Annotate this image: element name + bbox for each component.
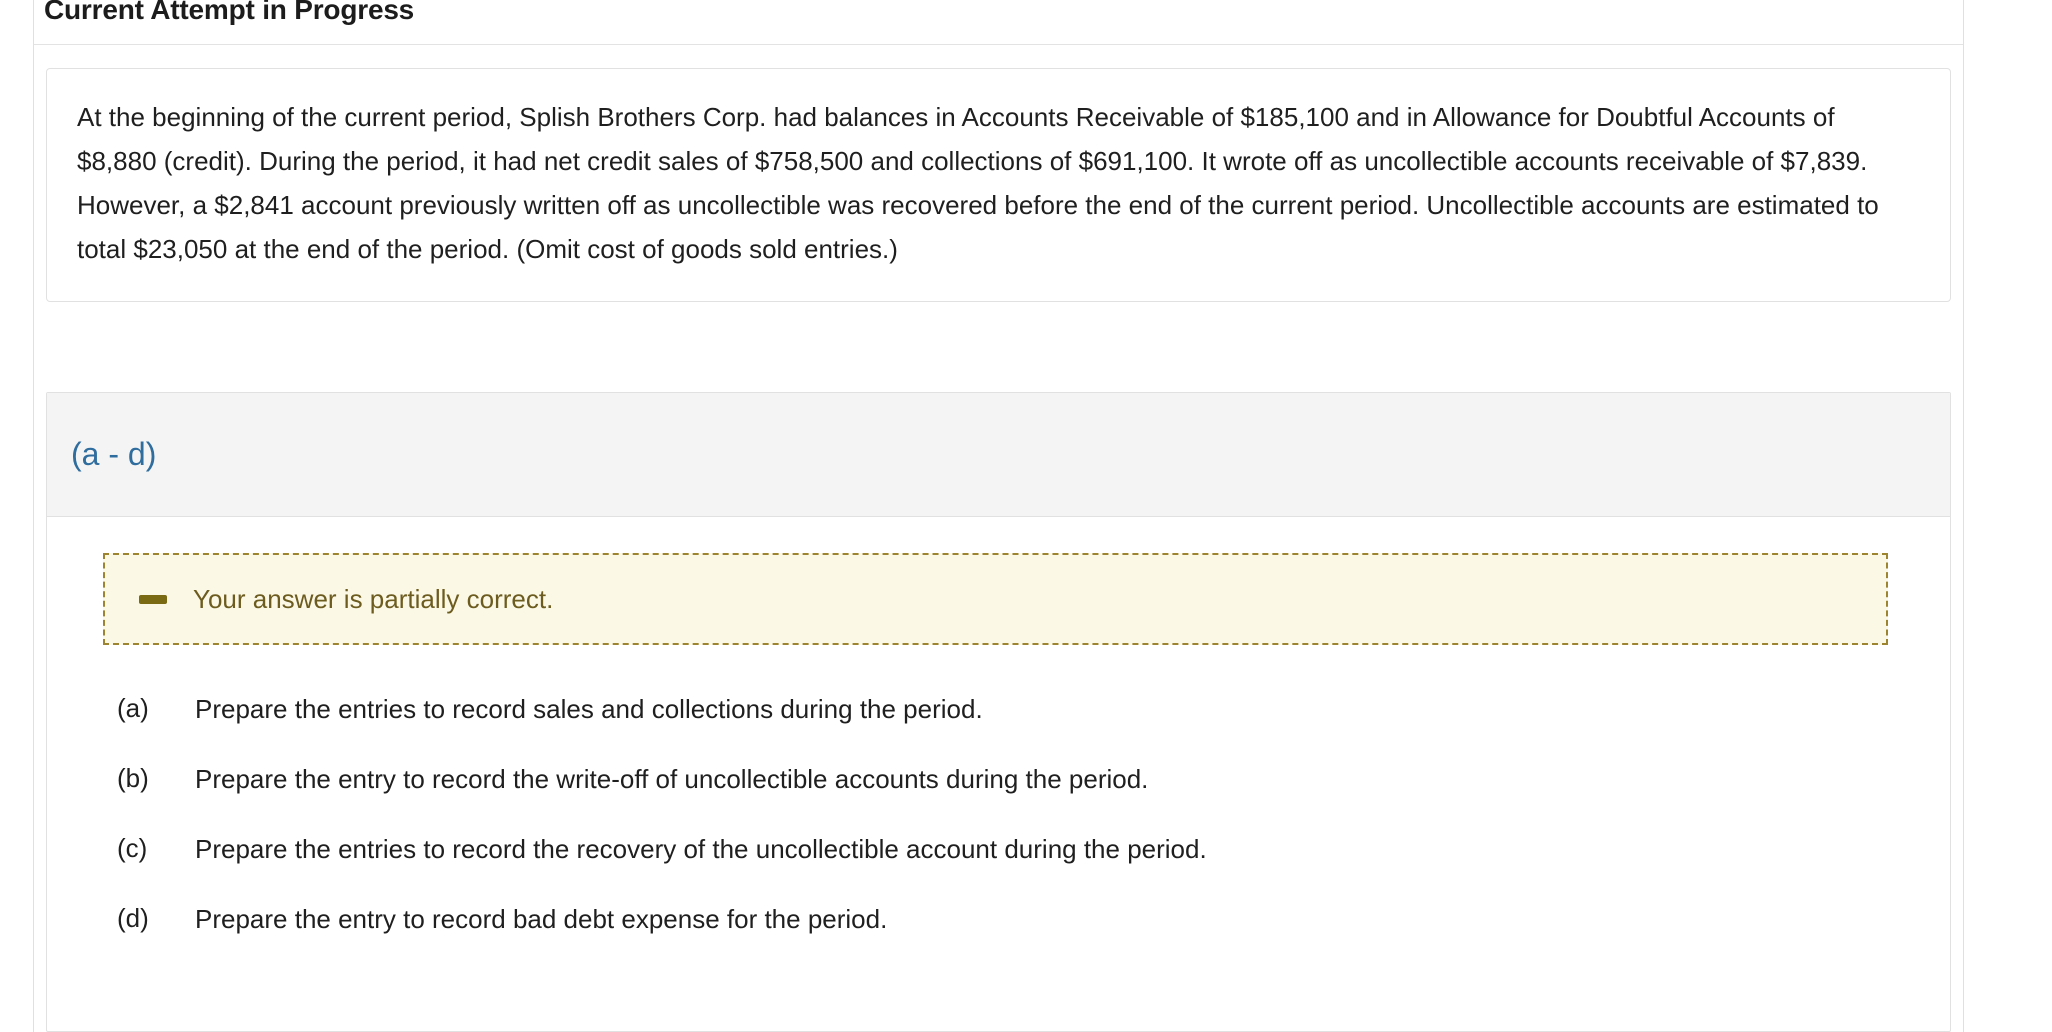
- sub-question-list: [103, 693, 1894, 935]
- status-message: Your answer is partially correct.: [193, 583, 554, 614]
- content-column: [33, 0, 1964, 1032]
- sub-question-label: (d): [117, 903, 149, 933]
- list-item: [103, 903, 1894, 935]
- problem-statement-panel: [46, 68, 1951, 302]
- list-item: [103, 763, 1894, 795]
- page-title: Current Attempt in Progress: [44, 0, 415, 25]
- sub-question-text: Prepare the entries to record sales and collections during the period.: [195, 694, 983, 724]
- parts-panel: [46, 392, 1951, 1032]
- problem-statement-text: At the beginning of the current period, Splish Brothers Corp. had balances in Accounts Receivable of $185,100 and in Allowance for Doubtful Accounts of $8,880 (credit). During the period, it had net credit sales of $758,500 and collections of $691,100. It wrote off as uncollectible accounts receivable of $7,839. However, a $2,841 account previously written off as uncollectible was recovered before the end of the current period. Uncollectible accounts are estimated to total $23,050 at the end of the period. (Omit cost of goods sold entries.): [77, 102, 1879, 264]
- parts-title: (a - d): [71, 436, 157, 472]
- sub-question-text: Prepare the entry to record bad debt expense for the period.: [195, 904, 888, 934]
- sub-question-text: Prepare the entry to record the write-off of uncollectible accounts during the period.: [195, 764, 1149, 794]
- sub-question-label: (a): [117, 693, 149, 723]
- sub-question-label: (c): [117, 833, 148, 863]
- minus-icon: [139, 595, 167, 604]
- status-banner: [103, 553, 1888, 645]
- sub-question-label: (b): [117, 763, 149, 793]
- list-item: [103, 833, 1894, 865]
- sub-question-text: Prepare the entries to record the recovery of the uncollectible account during the period.: [195, 834, 1207, 864]
- parts-body: [47, 517, 1950, 935]
- parts-header: [47, 393, 1950, 517]
- list-item: [103, 693, 1894, 725]
- header-divider: [34, 44, 1963, 45]
